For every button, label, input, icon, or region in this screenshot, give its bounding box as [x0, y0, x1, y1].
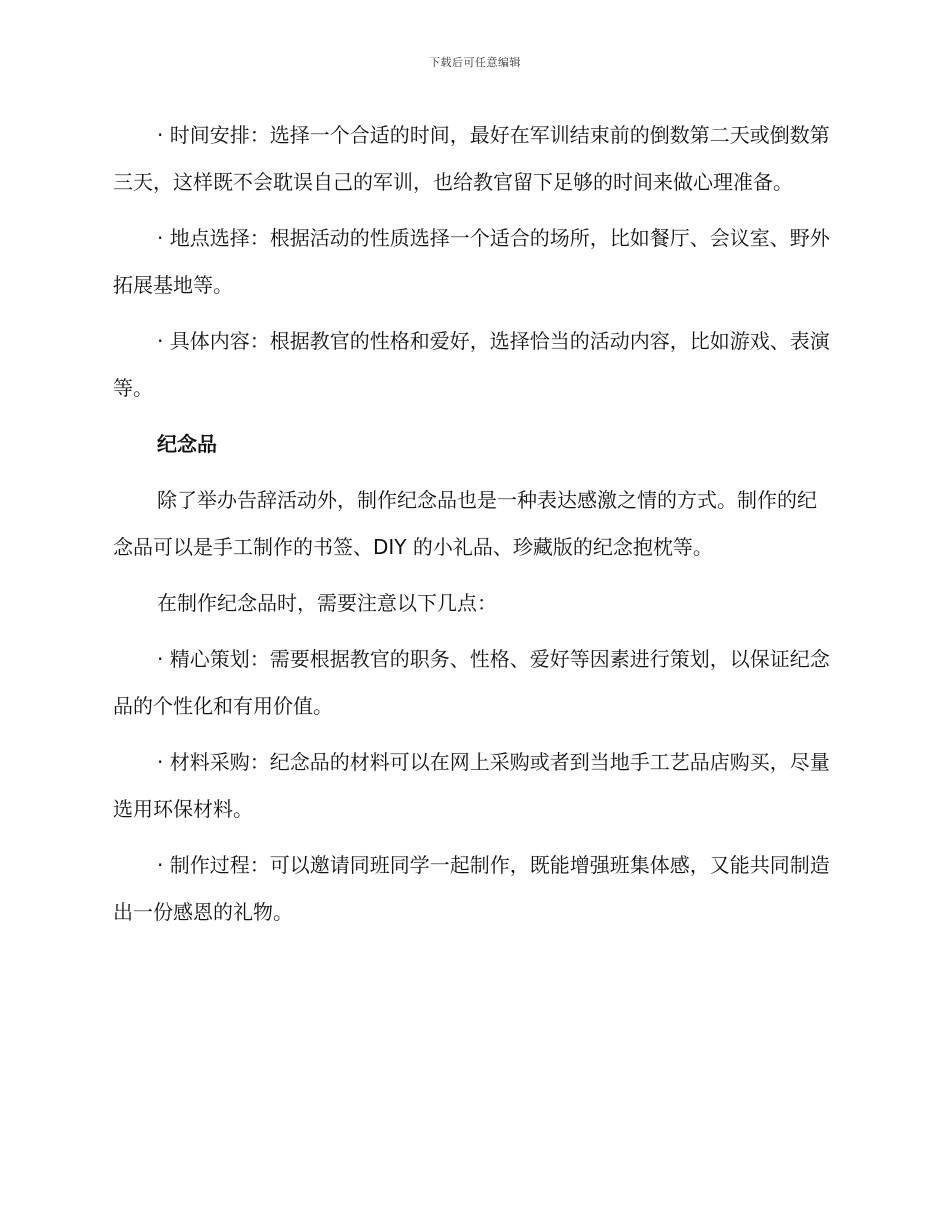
bullet-paragraph-content: · 具体内容：根据教官的性格和爱好，选择恰当的活动内容，比如游戏、表演等。 [113, 329, 830, 400]
paragraph-souvenir-intro: 除了举办告辞活动外，制作纪念品也是一种表达感激之情的方式。制作的纪念品可以是手工制作的书签、DIY 的小礼品、珍藏版的纪念抱枕等。 [113, 488, 817, 559]
bullet-paragraph-process: · 制作过程：可以邀请同班同学一起制作，既能增强班集体感，又能共同制造出一份感恩的礼物。 [113, 853, 830, 924]
bullet-paragraph-planning: · 精心策划：需要根据教官的职务、性格、爱好等因素进行策划，以保证纪念品的个性化和有用价值。 [113, 647, 830, 718]
bullet-paragraph-time: · 时间安排：选择一个合适的时间，最好在军训结束前的倒数第二天或倒数第三天，这样既不会耽误自己的军训，也给教官留下足够的时间来做心理准备。 [113, 123, 830, 194]
bullet-paragraph-location: · 地点选择：根据活动的性质选择一个适合的场所，比如餐厅、会议室、野外拓展基地等。 [113, 226, 830, 297]
paragraph-notes-intro: 在制作纪念品时，需要注意以下几点： [157, 591, 497, 615]
document-body [113, 112, 833, 945]
bullet-paragraph-materials: · 材料采购：纪念品的材料可以在网上采购或者到当地手工艺品店购买，尽量选用环保材料。 [113, 750, 830, 821]
header-note: 下载后可任意编辑 [429, 56, 521, 69]
section-heading: 纪念品 [157, 432, 217, 456]
